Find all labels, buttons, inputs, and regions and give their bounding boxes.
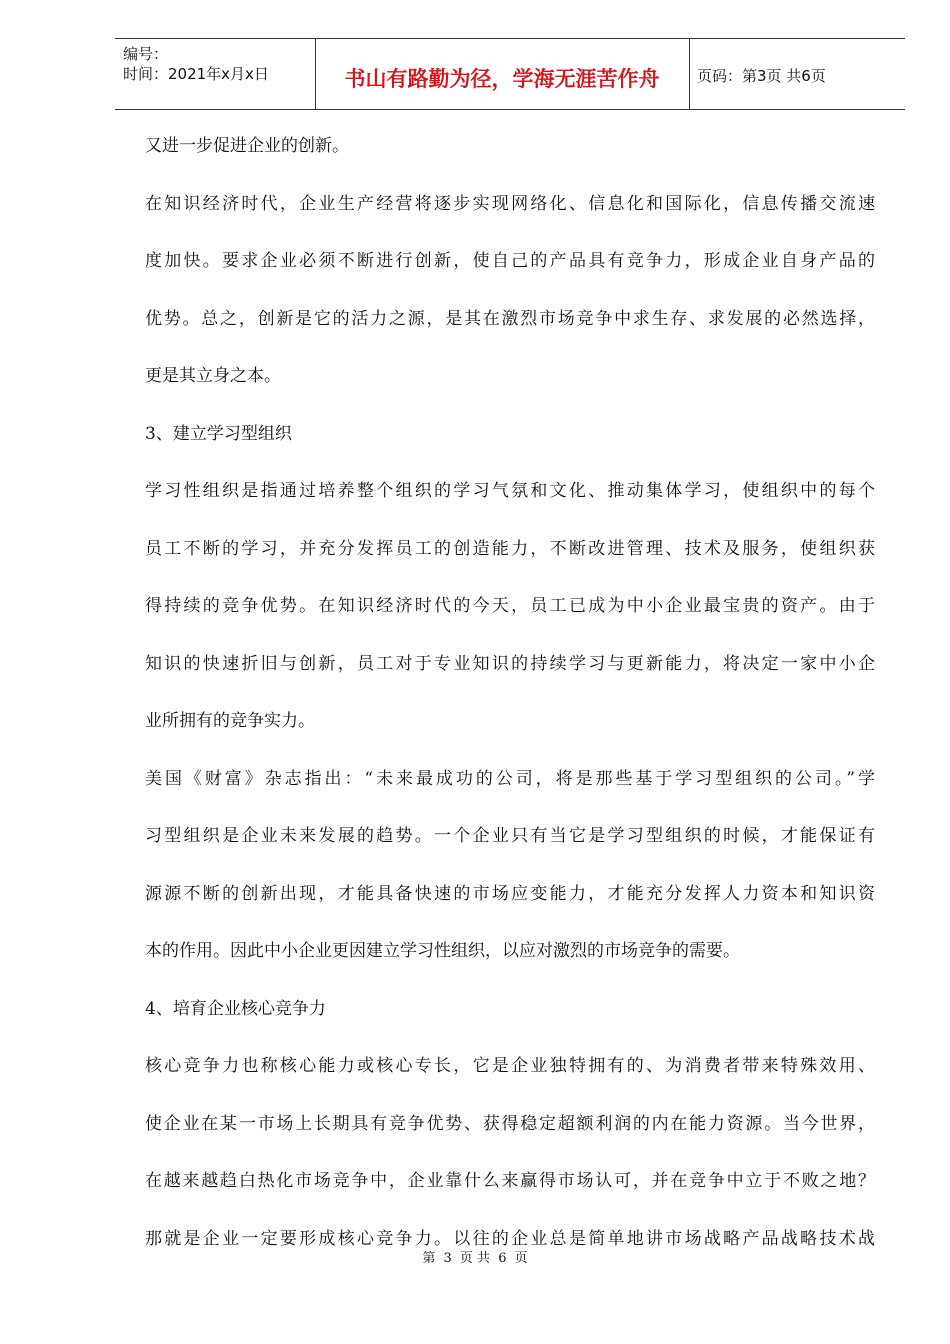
- header-motto: 书山有路勤为径，学海无涯苦作舟: [344, 67, 660, 91]
- body-text-line: 在越来越趋白热化市场竞争中，企业靠什么来赢得市场认可，并在竞争中立于不败之地？: [145, 1171, 875, 1191]
- body-text-line: 度加快。要求企业必须不断进行创新，使自己的产品具有竞争力，形成企业自身产品的: [145, 251, 875, 271]
- body-text-line: 美国《财富》杂志指出：“未来最成功的公司，将是那些基于学习型组织的公司。”学: [145, 768, 875, 789]
- body-text-line: 又进一步促进企业的创新。: [145, 136, 349, 156]
- body-text-line: 那就是企业一定要形成核心竞争力。以往的企业总是简单地讲市场战略产品战略技术战: [145, 1228, 875, 1249]
- body-text-line: 知识的快速折旧与创新，员工对于专业知识的持续学习与更新能力，将决定一家中小企: [145, 653, 875, 674]
- body-text-line: 源源不断的创新出现，才能具备快速的市场应变能力，才能充分发挥人力资本和知识资: [145, 883, 875, 904]
- body-text-line: 业所拥有的竞争实力。: [145, 711, 315, 731]
- footer-mid: 页 共: [459, 1251, 491, 1266]
- footer-page-number: 3: [443, 1251, 452, 1266]
- body-text-line: 4、培育企业核心竞争力: [145, 998, 326, 1019]
- body-text-line: 习型组织是企业未来发展的趋势。一个企业只有当它是学习型组织的时候，才能保证有: [145, 826, 875, 846]
- footer-prefix: 第: [422, 1251, 436, 1266]
- body-text-line: 在知识经济时代，企业生产经营将逐步实现网络化、信息化和国际化，信息传播交流速: [145, 193, 875, 214]
- body-text-line: 员工不断的学习，并充分发挥员工的创造能力，不断改进管理、技术及服务，使组织获: [145, 538, 875, 559]
- body-text-line: 优势。总之，创新是它的活力之源，是其在激烈市场竞争中求生存、求发展的必然选择，: [145, 308, 875, 329]
- header-meta-cell: [115, 39, 316, 109]
- document-body: [145, 131, 875, 1281]
- page-header: [115, 38, 905, 110]
- body-text-line: 更是其立身之本。: [145, 366, 281, 386]
- body-text-line: 核心竞争力也称核心能力或核心专长，它是企业独特拥有的、为消费者带来特殊效用、: [145, 1056, 875, 1076]
- body-text-line: 使企业在某一市场上长期具有竞争优势、获得稳定超额利润的内在能力资源。当今世界，: [145, 1113, 875, 1134]
- header-page-cell: [689, 39, 905, 109]
- body-text-line: 本的作用。因此中小企业更因建立学习性组织，以应对激烈的市场竞争的需要。: [145, 941, 740, 961]
- time-label: 时间：2021年x月x日: [123, 65, 269, 83]
- footer-page-total: 6: [498, 1251, 507, 1266]
- page-footer: [0, 1247, 950, 1266]
- footer-suffix: 页: [514, 1251, 528, 1266]
- body-text-line: 得持续的竞争优势。在知识经济时代的今天，员工已成为中小企业最宝贵的资产。由于: [145, 596, 875, 616]
- body-text-line: 学习性组织是指通过培养整个组织的学习气氛和文化、推动集体学习，使组织中的每个: [145, 481, 875, 501]
- header-motto-cell: [315, 39, 690, 109]
- body-text-line: 3、建立学习型组织: [145, 423, 292, 444]
- serial-label: 编号：: [123, 45, 169, 63]
- header-page-code: 页码：第3页 共6页: [697, 67, 826, 85]
